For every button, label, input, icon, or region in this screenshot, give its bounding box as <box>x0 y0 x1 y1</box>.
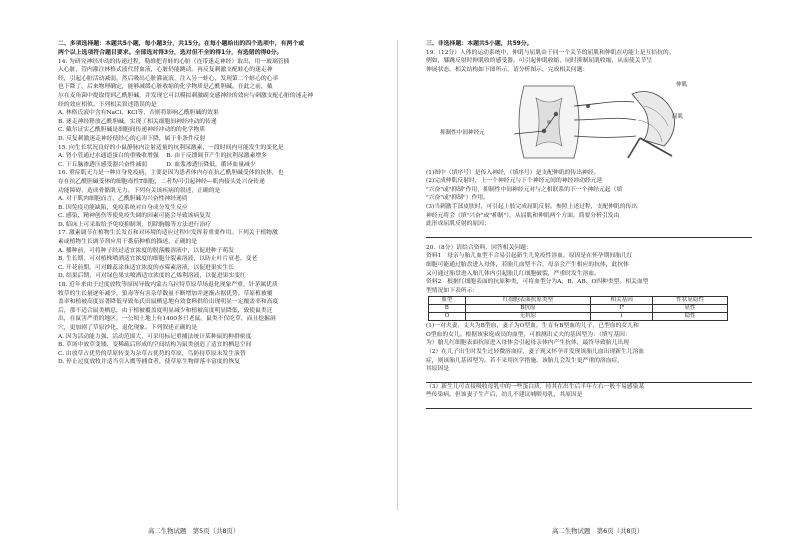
question-19 <box>426 49 762 244</box>
q14-option-c: C. 戴尔证实乙酰胆碱是细胞间传递神经冲动的的化学物质 <box>58 127 206 134</box>
label-extensor: 伸肌 <box>676 81 688 88</box>
q16-stem-line: 16. 重症肌无力是一种自身免疫病，主要是因为患者体内存在抗乙酰胆碱受体的抗体，也 <box>58 170 284 177</box>
q15-stem: 15. 向生长状况良好的小鼠静脉内注射适量的抗利尿激素，一段时间内可能发生的变化是 <box>58 144 284 151</box>
table-cell: 显性 <box>653 305 728 313</box>
question-16 <box>58 169 394 229</box>
q20-stem-line: 又可通过胎盘进入胎儿体内引起胎儿红细胞破裂，严重时发生溶血。 <box>426 270 600 277</box>
question-18 <box>58 281 394 367</box>
q17-option-a: A. 播种前，可将种子经过适宜浓度的脱落酸溶液中，以促进种子萌发 <box>58 247 234 254</box>
q15-options-row2: C. 下丘脑渗透压感受器兴奋性减弱 D. 血浆渗透压降低，循环血量减少 <box>58 161 256 168</box>
q20-question-1-cont: 为）胎儿红细胞表面抗原进入母体会引起母亲体内产生抗体，最终导致胎儿出现 <box>426 340 629 347</box>
spinal-cord-icon <box>519 86 579 158</box>
q16-stem-line: 存在抗乙酰胆碱受体的细胞毒性T细胞，二者均可引起神经—肌肉接头处兴奋传递 <box>58 178 265 185</box>
answer-line[interactable] <box>426 400 752 409</box>
table-header-cell: 红细胞表面抗原类型 <box>465 297 590 305</box>
q16-option-a: A. 对于肌肉细胞而言，乙酰胆碱为兴奋性神经递质 <box>58 196 188 203</box>
q20-stem-line: 20.（8分）请结合资料，回答相关问题： <box>426 244 532 251</box>
q16-option-d: D. 临床上可采取给予免疫抑制剂，切除胸腺等方法进行治疗 <box>58 221 212 228</box>
q14-option-b: B. 迷走神经释放乙酰胆碱，实现了相关细胞间神经冲动的传递 <box>58 118 217 125</box>
q14-option-a: A. 林格氏液中含有NaCl、KCl等，否则将影响乙酰胆碱的效果 <box>58 110 219 117</box>
label-flexor: 屈肌 <box>672 113 684 120</box>
q20-question-2-cont: 症，则该胎儿基因型为。若不采用医学措施，该胎儿会发生更严重的溶血症， <box>426 357 624 364</box>
q18-option-c: C. 由放草占优势的草原转变为杂草占优势的草原，鸟防持草原未发生演替 <box>58 350 246 357</box>
q17-stem-line: 素或植物生长调节剂应用于番茄种植的描述，正确的是 <box>58 239 198 246</box>
table-cell: B <box>429 305 466 313</box>
q14-stem-line: 经，引起心脏活动减弱，然后吸出心脏灌流液，注入另一蛙心，发现第二个蛙心的心率 <box>58 75 279 82</box>
q19-question-2: (2)完成伸肌反射时，上一个神经元与下个神经元间的神经冲动经元延 <box>426 178 603 185</box>
section-title-multiple-choice-line2: 两个以上选项符合题目要求。全部选对得3分，选对但不全的得1分，有选错的得0分。 <box>58 49 283 56</box>
answer-line[interactable] <box>426 229 752 238</box>
label-inhibitory-interneuron: 抑制性中间神经元 <box>440 129 485 136</box>
table-cell: Iᴮ <box>591 305 653 313</box>
page-footer-right: 高二生物试题 第6页（共8页） <box>552 527 644 535</box>
q19-question-3: (3)当刺激手部皮肤时，可引起上肢完成屈肌反射。参照上述过程，支配伸肌的传出 <box>426 203 638 210</box>
q18-option-b: B. 草场中放草变矮、变稀疏后形成的空间结构为鼠类创造了适宜的栖息空间 <box>58 342 252 349</box>
table-cell: O <box>429 313 466 321</box>
table-header-cell: 血型 <box>429 297 466 305</box>
table-cell: 无抗原 <box>465 313 590 321</box>
page-footer-left: 高二生物试题 第5页（共8页） <box>148 527 240 535</box>
q18-stem-line: 出，在鼠害严重的地区，一公顷土地上有1400多只老鼠。鼠类不仅吃草，而且挖掘洞 <box>58 316 276 323</box>
q19-question-2-cont: "兴奋"或"抑制"作用，抑制性中间神经元对与之相联系的下一个神经元起（填 <box>426 186 623 193</box>
question-17 <box>58 229 394 281</box>
q20-question-1: (1)一对夫妻，丈夫为B型血，妻子为O型血，生育有B型血的儿子，已型血的女儿和 <box>426 323 639 330</box>
q19-question-3-cont: 此形成屈肌反射的原因： <box>426 221 490 228</box>
q17-option-c: C. 开花前期，可对雌蕊涂抹适宜浓度的赤霉素溶液，以促进果实生长 <box>58 264 235 271</box>
answer-line[interactable] <box>426 374 752 383</box>
question-20 <box>426 244 762 409</box>
blood-type-table <box>428 296 728 321</box>
q15-options-row1: A. 肾小管通过水通道蛋白的重吸收增强 B. 由于反馈调节产生的抗利尿激素增多 <box>58 153 267 160</box>
q20-question-1-cont: O型血的女儿。根据该家庭成员的血型，可推测出丈夫的基因型为：（填写基因： <box>426 331 631 338</box>
q14-stem-line: 入心脏，管内灌注林格式液代替血液，心脏仍能跳动。再反复刺激支配蛙心的迷走神 <box>58 67 273 74</box>
q18-stem-line: 后，那不适合鼠类栖息，由于植被覆盖度明显减少和植被高度明显降低，致使鼠类迁 <box>58 307 273 314</box>
left-column <box>58 40 394 367</box>
q19-question-1: (1)图中（填序号）是传入神经，（填序号）是支配伸肌的传出神经。 <box>426 169 600 176</box>
q18-option-a: A. 因为活动能力强、活动范围大，可采用标记重捕法统计某种鼠的种群密度 <box>58 333 252 340</box>
q18-stem-line: 盖率和植被高度显著降低导致布氏田鼠栖息地有效食料供给出现明显一定覆盖率和高度 <box>58 299 279 306</box>
q16-option-c: C. 感染、精神创伤等使免疫失调的因素可能会导致该病复发 <box>58 213 211 220</box>
table-cell: 隐性 <box>653 313 728 321</box>
section-title-non-choice: 三、非选择题：本题共5小题，共59分。 <box>426 41 533 47</box>
q17-stem-line: 17. 激素调节在植物生长发育和对环境的适应过程中发挥着重要作用。下列关于植物激 <box>58 230 278 237</box>
q19-stem-line: 19.（12分）人体的运动系统中，伸肌与屈肌由于同一个关节的屈肌和伸肌在功能上是互拮抗的。 <box>426 49 675 56</box>
q18-stem-line: 18. 近年来由于过度放牧等原因导致内蒙古乌拉特草原草场退化现象严重，针茅属优质 <box>58 282 278 289</box>
q18-stem-line: 牧草的生长量逐年减少，狼毒等有害杂草数量不断增加并逐渐占据优势。草原植被覆 <box>58 290 273 297</box>
q18-stem-line: 穴，更加剧了草原沙化、退化现象。下列叙述正确的是 <box>58 325 198 331</box>
q20-question-3-cont: 些传染病。但该妻子生产后，幼儿不建议哺喂母乳，其原因是 <box>426 392 583 399</box>
section-title-multiple-choice: 二、多项选择题：本题共5小题，每小题3分，共15分。在每小题给出的四个选项中，有两个或 <box>58 41 305 47</box>
q20-question-2: （2）在儿子出生时发生过轻微溶血症，妻子现又怀孕并发现该胎儿血出现新生儿溶血 <box>426 349 645 356</box>
q20-question-3: （3）新生儿可直接吸收母乳中的一些蛋白质，持其在出生后半年左右一般不易感染某 <box>426 383 645 390</box>
q19-stem-line: 伸展状态。相关结构如下图所示，请分析图示，完成相关问题： <box>426 66 589 73</box>
q20-question-2-cont: 其原因是 <box>426 366 450 373</box>
q14-stem-line: 也下降了。后来物理确定，能够减缓心脏收缩的化学物质是乙酰胆碱。在此之前，戴 <box>58 84 273 91</box>
q19-question-3-cont: 神经元将会（填"兴奋"或"抑制"），从屈肌和伸肌两个方面，简要分析引发由 <box>426 212 620 219</box>
table-cell: B抗原 <box>465 305 590 313</box>
q17-option-b: B. 生长期，可对植株喷洒适宜浓度的细胞分裂素溶液，以防止叶片衰老、变老 <box>58 256 258 263</box>
table-row <box>429 313 728 321</box>
q19-figure-area <box>426 75 762 169</box>
table-header-row <box>429 297 728 305</box>
column-divider <box>397 40 398 510</box>
q16-stem-line: 功能障碍，造成骨骼肌无力。下列有关该疾病的叙述，正确的是 <box>58 187 221 194</box>
reflex-arc-diagram <box>504 76 682 168</box>
question-14 <box>58 58 394 144</box>
q14-option-d: D. 反复刺激迷走神经使经心的心率下降，属于非条件反射 <box>58 135 206 142</box>
q20-stem-line: 型情况如下表所示： <box>426 287 479 294</box>
table-header-cell: 相关基因 <box>591 297 653 305</box>
right-column <box>426 40 762 409</box>
q20-stem-line: 资料1 母亲与胎儿血型不合易引起新生儿免疫性溶血。原因是在怀孕期间胎儿红 <box>426 253 633 260</box>
arm-muscle-icon <box>628 91 675 158</box>
q20-stem-line: 细胞可能通过胎盘进入母体，若胎儿血型不合，母亲会产生相应的抗体，此抗体 <box>426 261 629 268</box>
q19-question-2-cont: "兴奋"或"抑制"）作用。 <box>426 195 489 202</box>
table-cell: i <box>591 313 653 321</box>
q19-stem-line: 例如，膝跳反射时伸肌收的感受器，可引起伸肌收缩，同时抑制屈肌收缩，从而使关节呈 <box>426 58 653 65</box>
table-header-cell: 性状显隐性 <box>653 297 728 305</box>
q20-stem-line: 资料2 根据红细胞表面的抗原种类，可将血型分为A、B、AB、O四种类型。相关血型 <box>426 279 649 286</box>
q17-option-d: D. 结果后期，可对绿色果实喷洒适宜浓度的乙烯利溶液，以促进果实变红 <box>58 273 246 280</box>
q14-stem-line: 尔在麦角菌中提取得到乙酰胆碱，并发现它可以模拟刺激副交感神经的效应与刺激支配心脏的迷走神 <box>58 92 314 99</box>
q14-stem-line: 经的效应相似。下列相关叙述错误的是 <box>58 101 157 108</box>
table-row <box>429 305 728 313</box>
question-15 <box>58 144 394 170</box>
q18-option-d: D. 停止过度放牧并适当引入鹰等捕食者，使草原生物群落丰富度的恢复 <box>58 359 241 366</box>
q14-stem-line: 14. 为研究神经冲动的传递过程，勒维把青蛙的心脏（连带迷走神经）取出，用一玻璃管插 <box>58 58 290 65</box>
q16-option-b: B. 因免疫功能缺陷，免疫系统对自身成分发生反应 <box>58 204 188 211</box>
